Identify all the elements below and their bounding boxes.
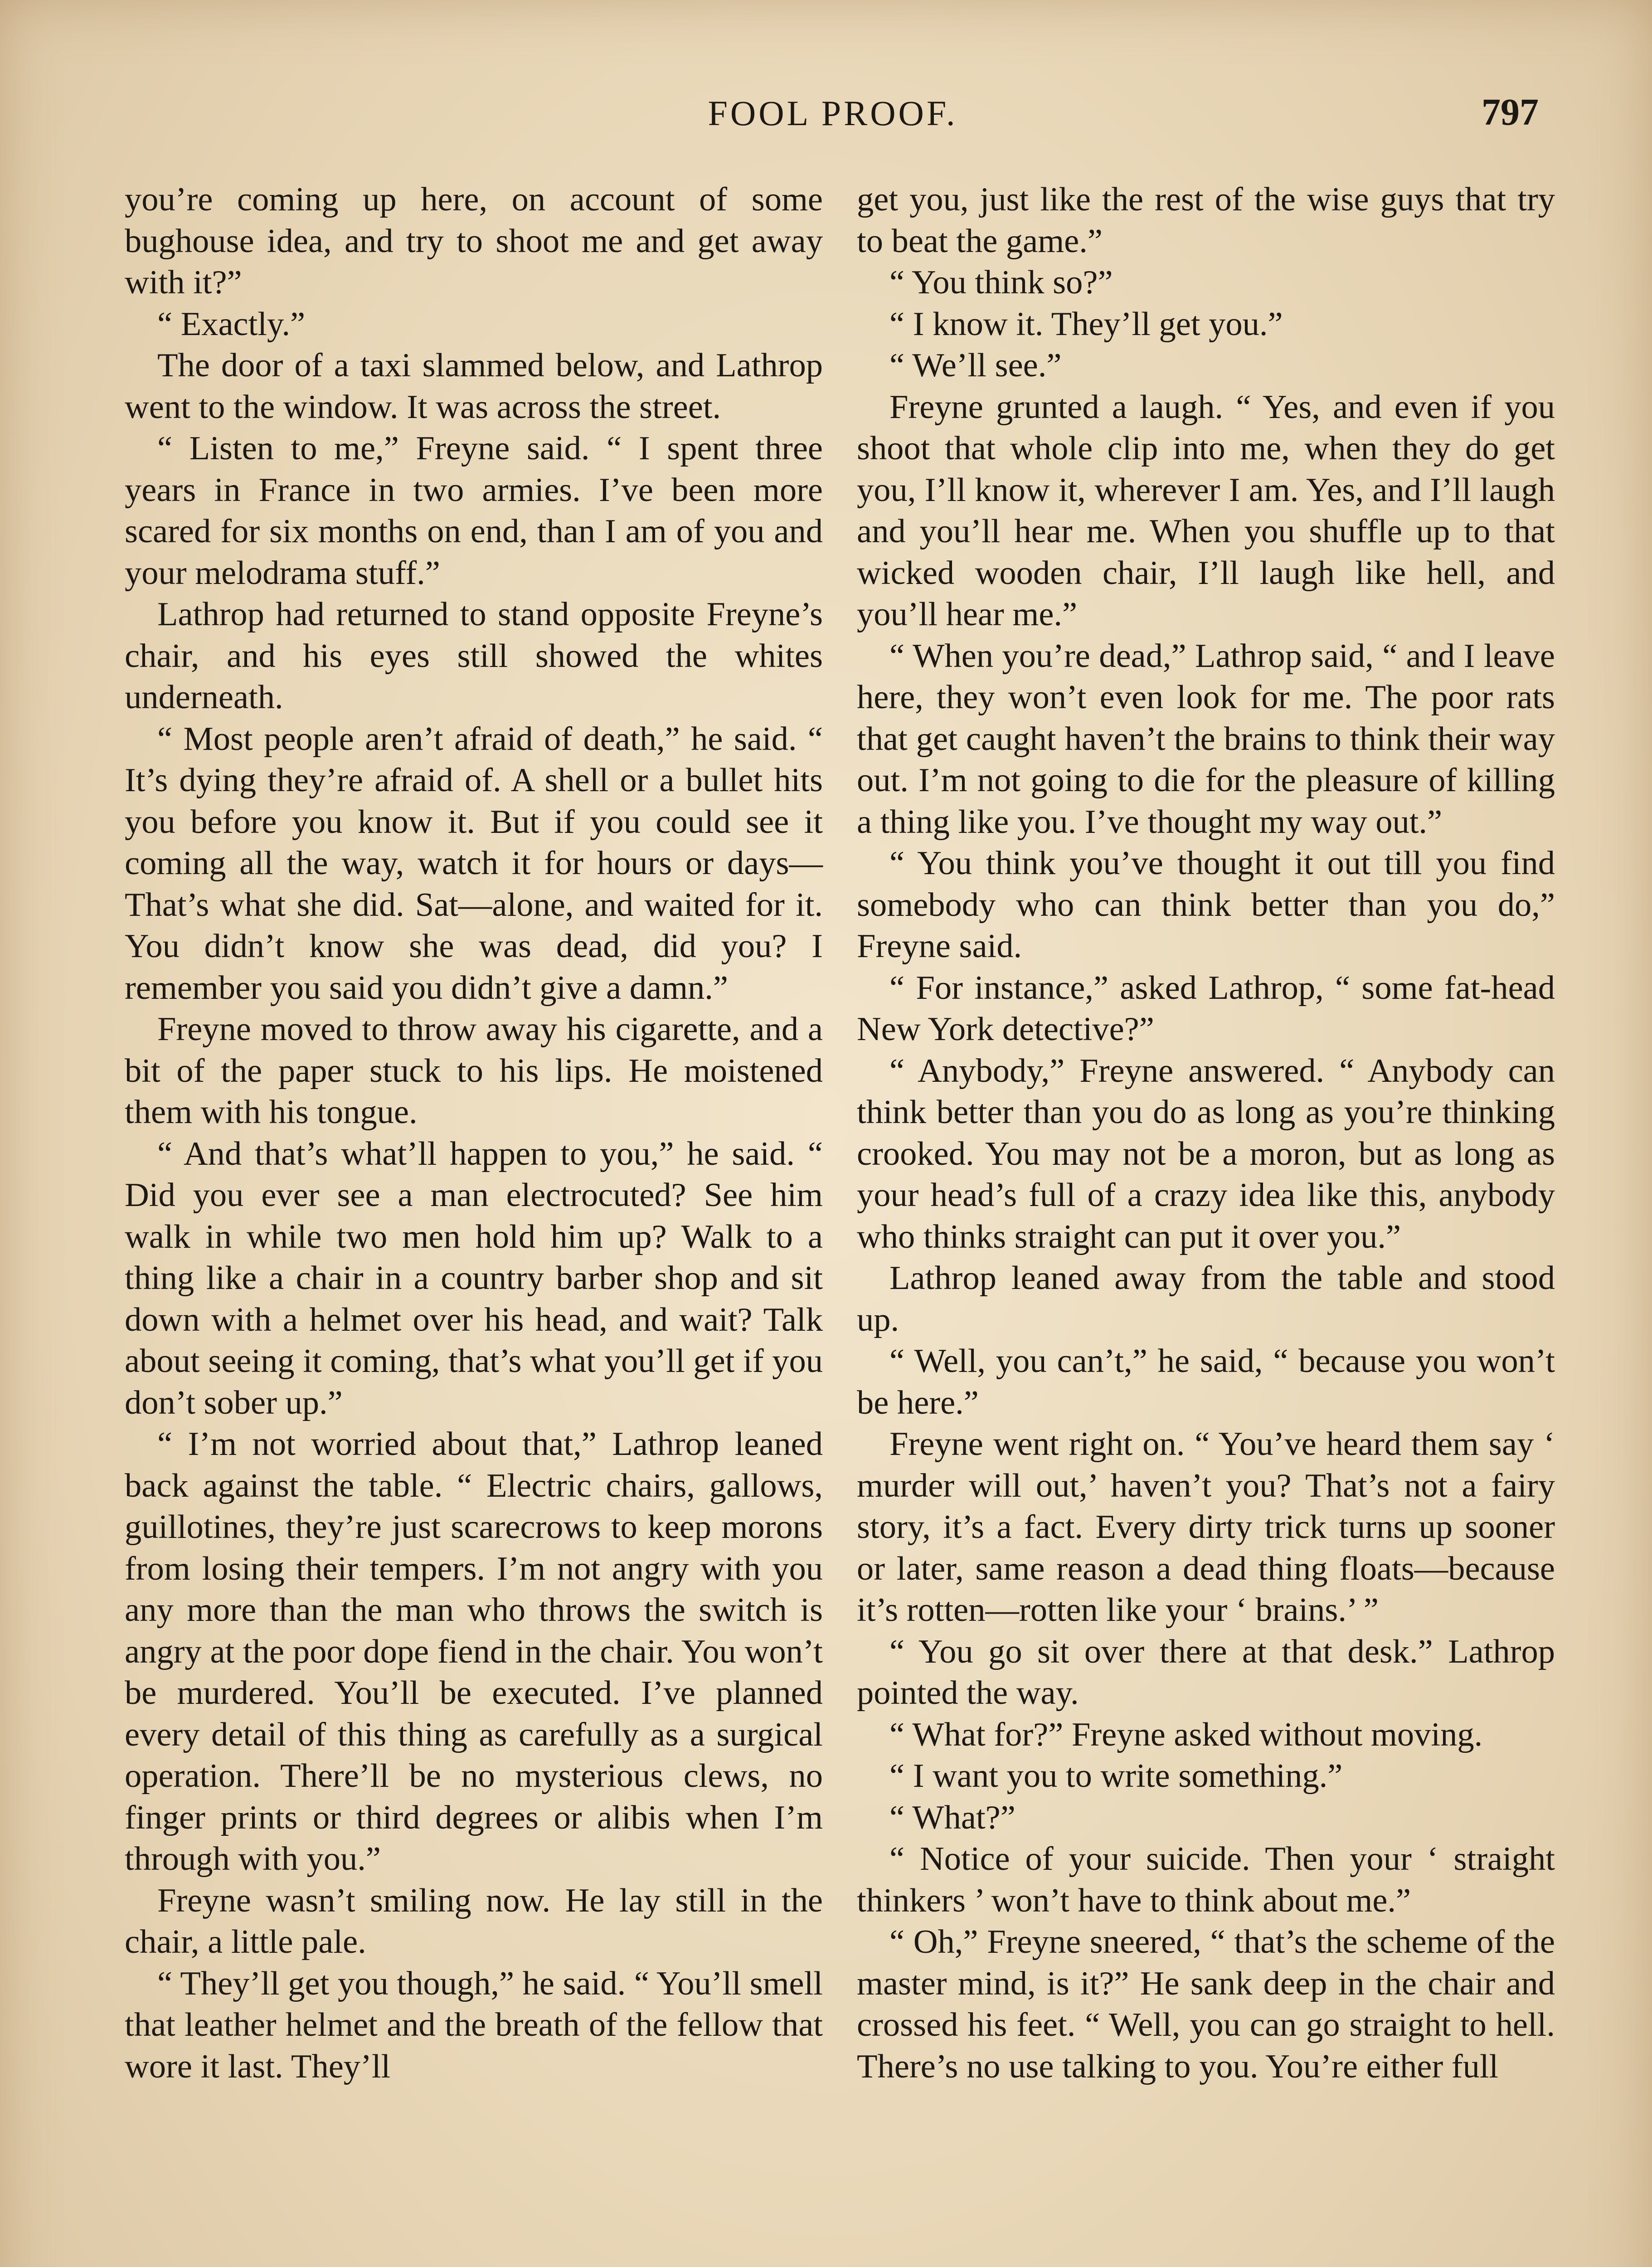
paragraph: “ Exactly.” [157, 305, 306, 343]
paragraph: Freyne moved to throw away his cigarette, and a bit of the paper stuck to his lips. He moistened them with his tongue. [125, 1011, 823, 1131]
paragraph: “ I’m not worried about that,” Lathrop leaned back against the table. “ Electric chairs, gallows, guillotines, they’re just scarecrows to keep morons from losing their tempers. I’m not angry with you any more than the man who throws the switch is angry at the poor dope fiend in the chair. You won’t be murdered. You’ll be executed. I’ve planned every detail of this thing as carefully as a surgical operation. There’ll be no mysterious clews, no finger prints or third degrees or alibis when I’m through with you.” [125, 1425, 823, 1878]
left-column [125, 179, 823, 2087]
paragraph: “ For instance,” asked Lathrop, “ some fat-head New York detective?” [857, 969, 1555, 1048]
paragraph: “ What for?” Freyne asked without moving. [889, 1716, 1483, 1753]
paragraph: “ And that’s what’ll happen to you,” he said. “ Did you ever see a man electrocuted? See him walk in while two men hold him up? Walk to a thing like a chair in a country barber shop and sit down with a helmet over his head, and wait? Talk about seeing it coming, that’s what you’ll get if you don’t sober up.” [125, 1135, 823, 1421]
paragraph: “ Well, you can’t,” he said, “ because you won’t be here.” [857, 1343, 1555, 1421]
paragraph: get you, just like the rest of the wise guys that try to beat the game.” [857, 181, 1555, 260]
paragraph: “ They’ll get you though,” he said. “ You’ll smell that leather helmet and the breath of the fellow that wore it last. They’ll [125, 1965, 823, 2085]
running-title: FOOL PROOF. [708, 93, 958, 133]
paragraph: “ Most people aren’t afraid of death,” he said. “ It’s dying they’re afraid of. A shell or a bullet hits you before you know it. But if you could see it coming all the way, watch it for hours or days— That’s what she did. Sat—alone, and waited for it. You didn’t know she was dead, did you? I remember you said you didn’t give a damn.” [125, 720, 823, 1007]
paragraph: Lathrop leaned away from the table and stood up. [857, 1260, 1555, 1338]
paragraph: “ Oh,” Freyne sneered, “ that’s the scheme of the master mind, is it?” He sank deep in the chair and crossed his feet. “ Well, you can go straight to hell. There’s no use talking to you. You’re either full [857, 1923, 1555, 2085]
paragraph: “ We’ll see.” [889, 347, 1062, 384]
right-column [857, 179, 1555, 2087]
paragraph: The door of a taxi slammed below, and Lathrop went to the window. It was across the street. [125, 347, 823, 426]
page-header [127, 93, 1539, 143]
paragraph: “ Notice of your suicide. Then your ‘ straight thinkers ’ won’t have to think about me.” [857, 1840, 1555, 1919]
paragraph: Freyne went right on. “ You’ve heard them say ‘ murder will out,’ haven’t you? That’s not a fairy story, it’s a fact. Every dirty trick turns up sooner or later, same reason a dead thing floats—because it’s rotten—rotten like your ‘ brains.’ ” [857, 1425, 1555, 1629]
paragraph: “ Listen to me,” Freyne said. “ I spent three years in France in two armies. I’ve been more scared for six months on end, than I am of you and your melodrama stuff.” [125, 430, 823, 592]
paragraph: “ You think you’ve thought it out till you find somebody who can think better than you do,” Freyne said. [857, 845, 1555, 965]
paragraph: “ You go sit over there at that desk.” Lathrop pointed the way. [857, 1633, 1555, 1712]
paragraph: “ Anybody,” Freyne answered. “ Anybody can think better than you do as long as you’re thinking crooked. You may not be a moron, but as long as your head’s full of a crazy idea like this, anybody who thinks straight can put it over you.” [857, 1052, 1555, 1255]
page-number: 797 [1482, 91, 1539, 133]
paragraph: “ I want you to write something.” [889, 1757, 1343, 1795]
paragraph: Freyne wasn’t smiling now. He lay still in the chair, a little pale. [125, 1882, 823, 1961]
paragraph: “ I know it. They’ll get you.” [889, 305, 1283, 343]
paragraph: “ When you’re dead,” Lathrop said, “ and I leave here, they won’t even look for me. The poor rats that get caught haven’t the brains to think their way out. I’m not going to die for the pleasure of killing a thing like you. I’ve thought my way out.” [857, 637, 1555, 841]
paragraph: Freyne grunted a laugh. “ Yes, and even if you shoot that whole clip into me, when they do get you, I’ll know it, wherever I am. Yes, and I’ll laugh and you’ll hear me. When you shuffle up to that wicked wooden chair, I’ll laugh like hell, and you’ll hear me.” [857, 388, 1555, 633]
paragraph: you’re coming up here, on account of some bughouse idea, and try to shoot me and get away with it?” [125, 181, 823, 301]
paragraph: “ What?” [889, 1799, 1015, 1836]
paragraph: “ You think so?” [889, 264, 1113, 301]
paragraph: Lathrop had returned to stand opposite Freyne’s chair, and his eyes still showed the whites underneath. [125, 596, 823, 716]
